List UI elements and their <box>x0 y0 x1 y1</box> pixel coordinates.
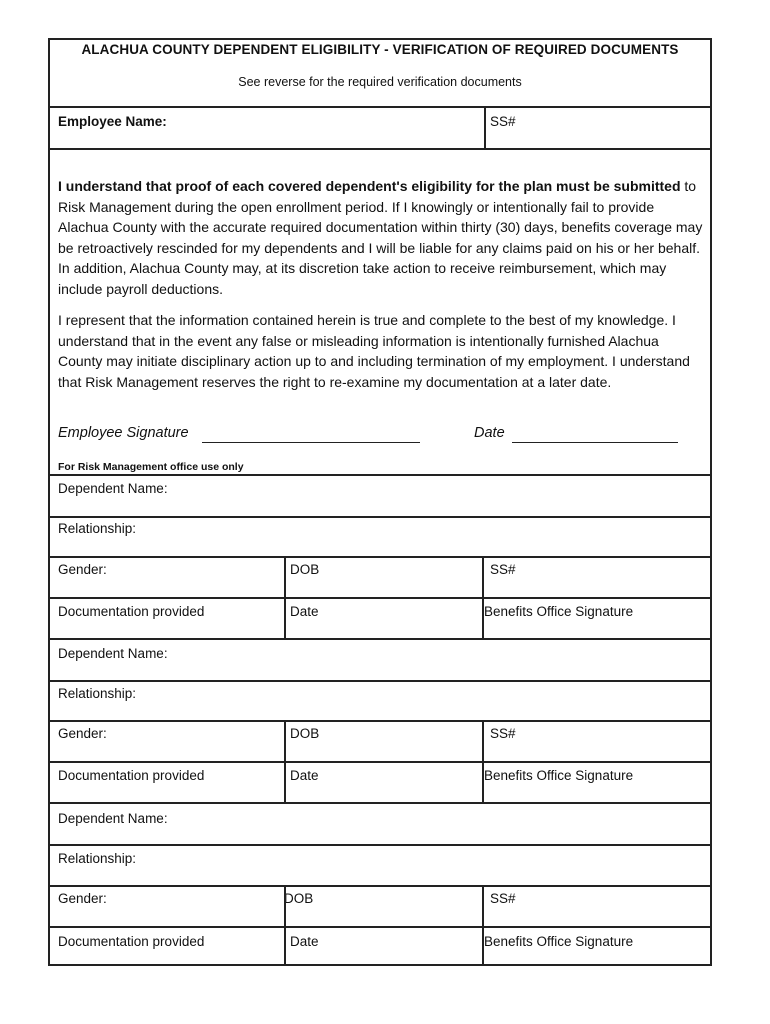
employee-signature-label: Employee Signature <box>58 425 189 441</box>
form-title: ALACHUA COUNTY DEPENDENT ELIGIBILITY - VERIFICATION OF REQUIRED DOCUMENTS <box>81 42 679 57</box>
divider <box>50 556 710 558</box>
divider <box>50 597 710 599</box>
benefits-signature-label: Benefits Office Signature <box>484 768 634 783</box>
documentation-label: Documentation provided <box>58 934 205 949</box>
employee-signature-line[interactable] <box>202 442 420 443</box>
gender-label: Gender: <box>58 891 107 906</box>
dependent-name-label: Dependent Name: <box>58 811 168 826</box>
divider <box>50 148 710 150</box>
divider <box>50 802 710 804</box>
documentation-label: Documentation provided <box>58 604 205 619</box>
relationship-label: Relationship: <box>58 521 137 536</box>
relationship-label: Relationship: <box>58 851 137 866</box>
dob-label: DOB <box>290 726 320 741</box>
divider <box>482 720 484 802</box>
divider <box>284 885 286 966</box>
employee-ssn-label: SS# <box>490 114 516 129</box>
gender-label: Gender: <box>58 562 107 577</box>
divider <box>50 720 710 722</box>
divider <box>50 680 710 682</box>
documentation-date-label: Date <box>290 604 319 619</box>
divider <box>284 556 286 638</box>
statement-bold-text: I understand that proof of each covered dependent's eligibility for the plan must be submitted <box>58 178 681 194</box>
dependent-name-label: Dependent Name: <box>58 481 168 496</box>
documentation-label: Documentation provided <box>58 768 205 783</box>
divider <box>50 474 710 476</box>
dob-label: DOB <box>290 562 320 577</box>
relationship-label: Relationship: <box>58 686 137 701</box>
dob-label: DOB <box>284 891 314 906</box>
signature-date-line[interactable] <box>512 442 678 443</box>
signature-date-label: Date <box>474 425 505 441</box>
dependent-name-label: Dependent Name: <box>58 646 168 661</box>
divider <box>50 844 710 846</box>
statement-text: to Risk Management during the open enrollment period. If I knowingly or intentionally fail to provide Alachua County with the accurate required documentation within thirty (30) days, benefits coverage may be retroactively rescinded for my dependents and I will be liable for any claims paid on his or her behalf. In addition, Alachua County may, at its discretion take action to receive reimbursement, which may include payroll deductions. <box>58 178 703 297</box>
verification-form <box>48 38 712 966</box>
employee-name-label: Employee Name: <box>58 114 167 129</box>
divider <box>50 638 710 640</box>
documentation-date-label: Date <box>290 768 319 783</box>
divider <box>50 516 710 518</box>
statement-paragraph-1 <box>58 176 706 299</box>
gender-label: Gender: <box>58 726 107 741</box>
dependent-ssn-label: SS# <box>490 891 516 906</box>
benefits-signature-label: Benefits Office Signature <box>484 604 634 619</box>
divider <box>50 885 710 887</box>
divider <box>50 926 710 928</box>
divider <box>482 556 484 638</box>
benefits-signature-label: Benefits Office Signature <box>484 934 634 949</box>
form-subtitle: See reverse for the required verification documents <box>238 75 522 89</box>
divider <box>482 885 484 966</box>
dependent-ssn-label: SS# <box>490 726 516 741</box>
statement-paragraph-2: I represent that the information contained herein is true and complete to the best of my knowledge. I understand that in the event any false or misleading information is intentionally furnished Alachua County may initiate disciplinary action up to and including termination of my employment. I understand that Risk Management reserves the right to re-examine my documentation at a later date. <box>58 312 690 390</box>
divider <box>484 106 486 148</box>
divider <box>50 106 710 108</box>
office-use-label: For Risk Management office use only <box>58 461 244 473</box>
documentation-date-label: Date <box>290 934 319 949</box>
dependent-ssn-label: SS# <box>490 562 516 577</box>
divider <box>50 761 710 763</box>
divider <box>284 720 286 802</box>
